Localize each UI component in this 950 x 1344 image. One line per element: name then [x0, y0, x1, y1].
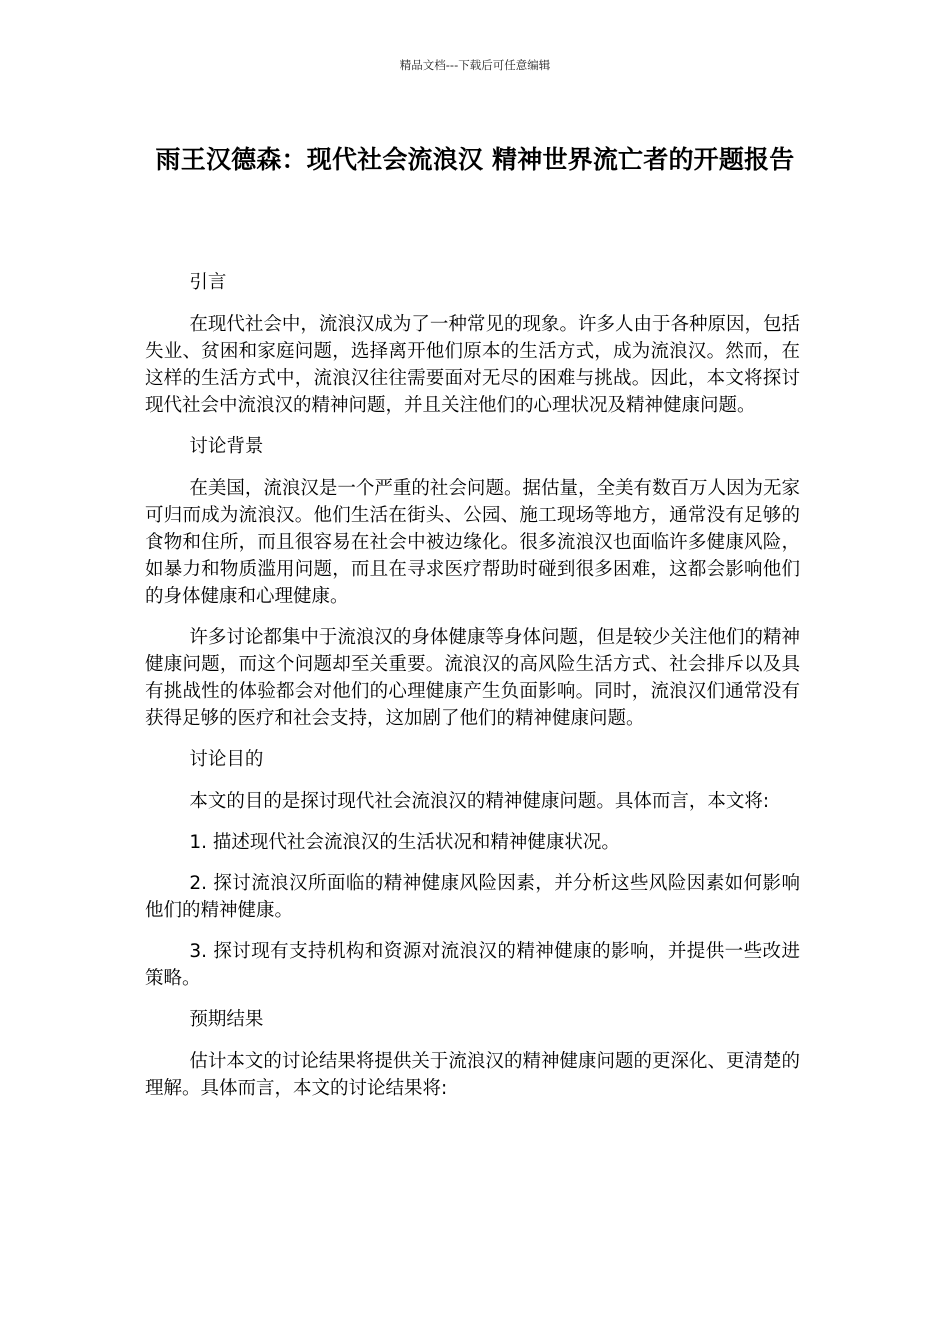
header-note: 精品文档---下载后可任意编辑: [399, 58, 551, 72]
document-title: 雨王汉德森：现代社会流浪汉 精神世界流亡者的开题报告: [155, 145, 795, 174]
paragraph-intro: 在现代社会中，流浪汉成为了一种常见的现象。许多人由于各种原因，包括失业、贫困和家庭问题，选择离开他们原本的生活方式，成为流浪汉。然而，在这样的生活方式中，流浪汉往往需要面对无尽的困难与挑战。因此，本文将探讨现代社会中流浪汉的精神问题，并且关注他们的心理状况及精神健康问题。: [145, 314, 800, 416]
paragraph-background-1: 在美国，流浪汉是一个严重的社会问题。据估量，全美有数百万人因为无家可归而成为流浪汉。他们生活在街头、公园、施工现场等地方，通常没有足够的食物和住所，而且很容易在社会中被边缘化。很多流浪汉也面临许多健康风险，如暴力和物质滥用问题，而且在寻求医疗帮助时碰到很多困难，这都会影响他们的身体健康和心理健康。: [145, 478, 800, 607]
section-heading-background: 讨论背景: [189, 436, 264, 457]
paragraph-background-2: 许多讨论都集中于流浪汉的身体健康等身体问题，但是较少关注他们的精神健康问题，而这个问题却至关重要。流浪汉的高风险生活方式、社会排斥以及具有挑战性的体验都会对他们的心理健康产生负面影响。同时，流浪汉们通常没有获得足够的医疗和社会支持，这加剧了他们的精神健康问题。: [145, 627, 800, 729]
paragraph-results: 估计本文的讨论结果将提供关于流浪汉的精神健康问题的更深化、更清楚的理解。具体而言，本文的讨论结果将:: [145, 1051, 800, 1099]
document-body: [145, 269, 800, 1116]
paragraph-purpose: 本文的目的是探讨现代社会流浪汉的精神健康问题。具体而言，本文将:: [189, 791, 770, 812]
list-item-purpose-3: 3. 探讨现有支持机构和资源对流浪汉的精神健康的影响，并提供一些改进策略。: [145, 941, 800, 989]
section-heading-results: 预期结果: [189, 1009, 264, 1030]
section-heading-purpose: 讨论目的: [189, 749, 264, 770]
list-item-purpose-1: 1. 描述现代社会流浪汉的生活状况和精神健康状况。: [189, 832, 620, 853]
list-item-purpose-2: 2. 探讨流浪汉所面临的精神健康风险因素，并分析这些风险因素如何影响他们的精神健康。: [145, 873, 800, 921]
section-heading-intro: 引言: [189, 272, 227, 293]
